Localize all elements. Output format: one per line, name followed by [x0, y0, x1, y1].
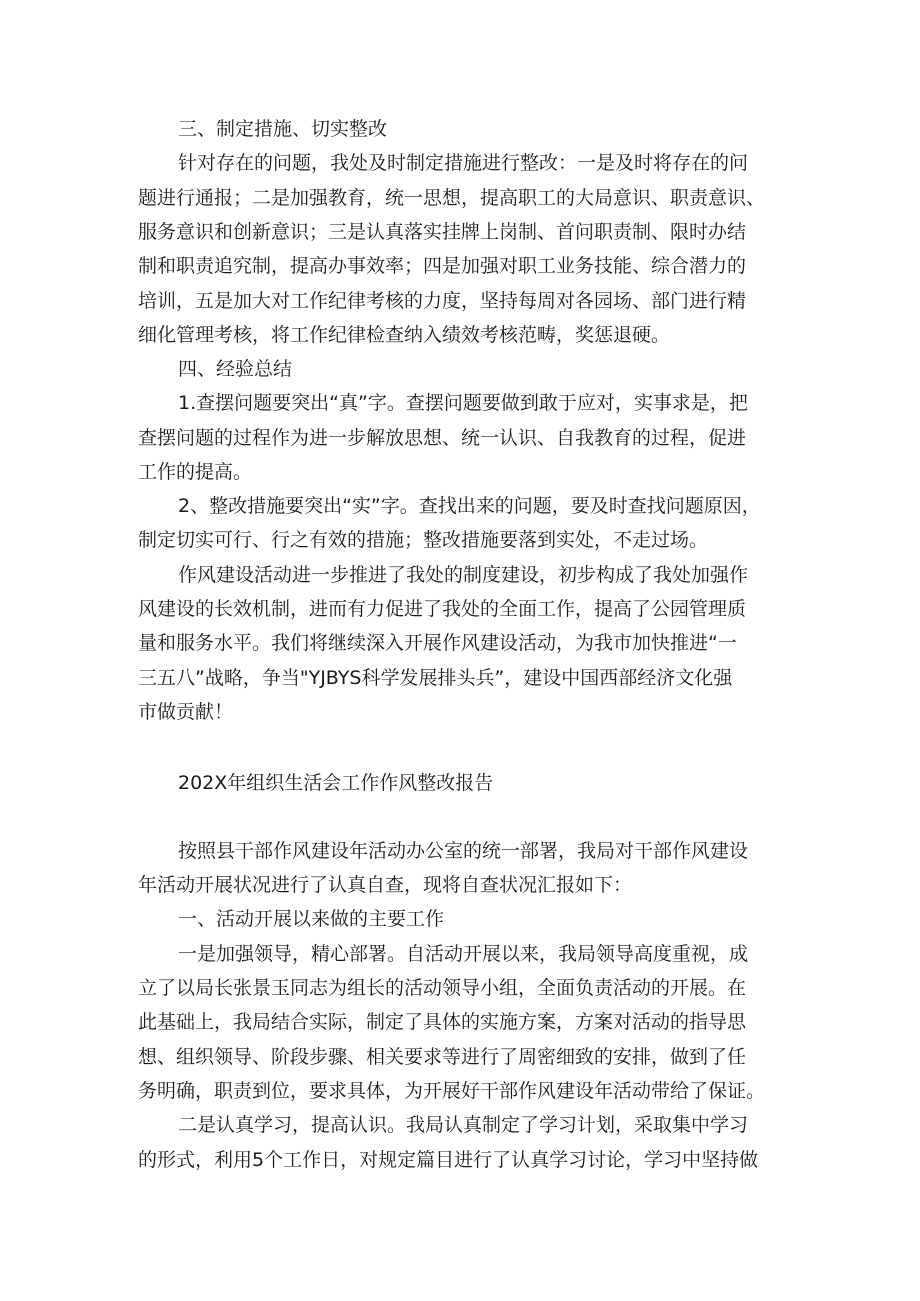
paragraph-line: 三五八”战略，争当"YJBYS科学发展排头兵”，建设中国西部经济文化强 — [138, 667, 733, 689]
paragraph-line: 务明确，职责到位，要求具体，为开展好干部作风建设年活动带给了保证。 — [138, 1080, 766, 1102]
paragraph-line: 二是认真学习，提高认识。我局认真制定了学习计划，采取集中学习 — [178, 1114, 749, 1136]
paragraph-line: 制和职责追究制，提高办事效率；四是加强对职工业务技能、综合潜力的 — [138, 255, 747, 277]
paragraph-line: 的形式，利用5个工作日，对规定篇目进行了认真学习讨论，学习中坚持做 — [138, 1149, 759, 1171]
paragraph-line: 立了以局长张景玉同志为组长的活动领导小组，全面负责活动的开展。在 — [138, 977, 747, 999]
report-title: 202X年组织生活会工作作风整改报告 — [178, 772, 494, 794]
paragraph-line: 服务意识和创新意识；三是认真落实挂牌上岗制、首问职责制、限时办结 — [138, 221, 747, 243]
paragraph-line: 针对存在的问题，我处及时制定措施进行整改：一是及时将存在的问 — [178, 152, 749, 174]
paragraph-line: 量和服务水平。我们将继续深入开展作风建设活动，为我市加快推进“一 — [138, 632, 737, 654]
paragraph-line: 培训，五是加大对工作纪律考核的力度，坚持每周对各园场、部门进行精 — [138, 290, 747, 312]
paragraph-line: 细化管理考核，将工作纪律检查纳入绩效考核范畴，奖惩退硬。 — [138, 324, 671, 346]
paragraph-line: 查摆问题的过程作为进一步解放思想、统一认识、自我教育的过程，促进 — [138, 427, 747, 449]
paragraph-line: 年活动开展状况进行了认真自查，现将自查状况汇报如下： — [138, 874, 633, 896]
paragraph-line: 制定切实可行、行之有效的措施；整改措施要落到实处，不走过场。 — [138, 529, 709, 551]
paragraph-line: 题进行通报；二是加强教育，统一思想，提高职工的大局意识、职责意识、 — [138, 187, 766, 209]
paragraph-line: 1.查摆问题要突出“真”字。查摆问题要做到敢于应对，实事求是，把 — [178, 392, 748, 414]
paragraph-line: 作风建设活动进一步推进了我处的制度建设，初步构成了我处加强作 — [178, 564, 749, 586]
paragraph-line: 市做贡献！ — [138, 701, 234, 723]
section-heading-3: 三、制定措施、切实整改 — [178, 118, 388, 140]
paragraph-line: 按照县干部作风建设年活动办公室的统一部署，我局对干部作风建设 — [178, 840, 749, 862]
paragraph-line: 此基础上，我局结合实际，制定了具体的实施方案，方案对活动的指导思 — [138, 1011, 747, 1033]
paragraph-line: 风建设的长效机制，进而有力促进了我处的全面工作，提高了公园管理质 — [138, 598, 747, 620]
section-heading-1: 一、活动开展以来做的主要工作 — [178, 908, 445, 930]
paragraph-line: 工作的提高。 — [138, 461, 253, 483]
paragraph-line: 2、整改措施要突出“实”字。查找出来的问题，要及时查找问题原因， — [178, 495, 761, 517]
paragraph-line: 想、组织领导、阶段步骤、相关要求等进行了周密细致的安排，做到了任 — [138, 1046, 747, 1068]
section-heading-4: 四、经验总结 — [178, 358, 293, 380]
paragraph-line: 一是加强领导，精心部署。自活动开展以来，我局领导高度重视，成 — [178, 943, 749, 965]
